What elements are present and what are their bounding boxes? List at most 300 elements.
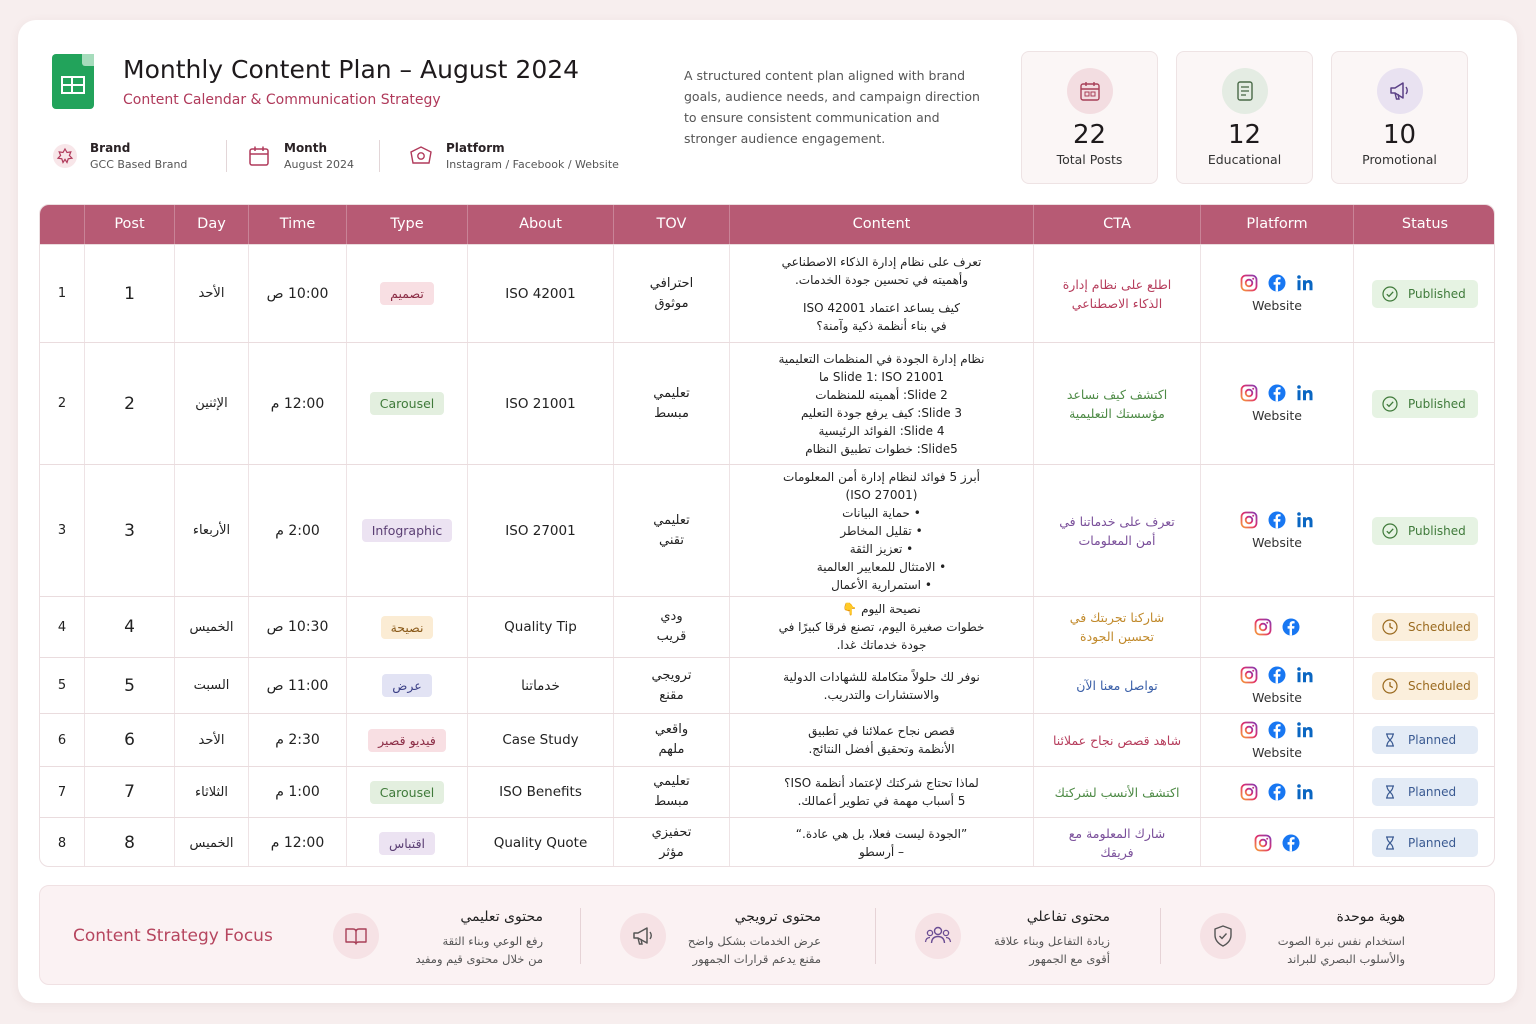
stat-label: Promotional [1362, 152, 1437, 167]
content-text [771, 468, 992, 594]
table-row [40, 596, 1495, 657]
day-label: الخميس [189, 835, 234, 851]
cta-cell [1033, 465, 1200, 596]
about-label: ISO 27001 [505, 522, 576, 539]
focus-item-desc: عرض الخدمات بشكل واضح مقنع يدعم قرارات الجمهور [687, 934, 821, 966]
row-index-cell [40, 658, 84, 713]
instagram-icon[interactable] [1254, 618, 1272, 636]
table-row [40, 817, 1495, 867]
platform-cell [1200, 245, 1353, 342]
day-cell [174, 597, 248, 657]
facebook-icon[interactable] [1268, 783, 1286, 801]
table-row [40, 657, 1495, 713]
content-line: في بناء أنظمة ذكية وآمنة؟ [816, 318, 947, 333]
post-cell [84, 597, 174, 657]
platform-icons [1240, 384, 1314, 402]
linkedin-icon[interactable] [1296, 721, 1314, 739]
content-cell [729, 818, 1033, 867]
row-index-cell [40, 767, 84, 817]
facebook-icon[interactable] [1282, 618, 1300, 636]
status-badge [1372, 517, 1478, 545]
focus-item-title: هوية موحدة [1336, 909, 1405, 925]
stat-icon-bg [1222, 68, 1268, 114]
status-badge [1372, 390, 1478, 418]
type-tag: اقتباس [379, 832, 435, 855]
status-badge [1372, 778, 1478, 806]
platform-icons [1240, 666, 1314, 684]
type-cell [346, 767, 467, 817]
instagram-icon[interactable] [1240, 384, 1258, 402]
time-cell [248, 465, 346, 596]
content-line: Slide 3: كيف يرفع جودة التعليم [800, 405, 963, 420]
status-label: Scheduled [1408, 678, 1471, 693]
day-cell [174, 818, 248, 867]
type-cell [346, 658, 467, 713]
day-label: الأحد [198, 286, 225, 301]
content-cell [729, 714, 1033, 766]
focus-item-title: محتوى ترويجي [734, 909, 821, 925]
platform-icon [408, 143, 434, 169]
stat-educational [1176, 51, 1313, 184]
platform-icons [1240, 274, 1314, 292]
row-index: 3 [57, 523, 67, 538]
time-cell [248, 818, 346, 867]
content-text [770, 253, 994, 335]
hourglass-icon [1382, 732, 1408, 748]
tov-label: احترافي موثوق [649, 275, 694, 311]
post-number: 3 [124, 520, 135, 541]
focus-item-desc: زيادة التفاعل وبناء علاقة أقوى مع الجمهور [994, 934, 1110, 966]
sheets-logo-icon [52, 54, 94, 109]
content-text [772, 774, 991, 810]
table-row [40, 766, 1495, 817]
column-header: Content [729, 205, 1033, 244]
row-index: 1 [57, 286, 67, 301]
row-index: 2 [57, 396, 67, 411]
day-label: الإثنين [195, 396, 228, 411]
status-label: Planned [1408, 733, 1457, 747]
meta-brand-value: GCC Based Brand [90, 158, 188, 171]
day-cell [174, 658, 248, 713]
platform-cell [1200, 597, 1353, 657]
row-index-cell [40, 818, 84, 867]
website-label: Website [1252, 535, 1302, 550]
megaphone-icon [1387, 78, 1413, 104]
content-line: Slide 1: ISO 21001 ما [818, 369, 945, 384]
cta-link[interactable]: تواصل معنا الآن [1076, 678, 1158, 693]
content-text [771, 668, 992, 704]
instagram-icon[interactable] [1254, 834, 1272, 852]
content-text [766, 350, 996, 458]
status-cell [1353, 343, 1495, 464]
post-number: 2 [124, 393, 135, 414]
cta-cell [1033, 597, 1200, 657]
column-header: Platform [1200, 205, 1353, 244]
platform-cell [1200, 465, 1353, 596]
focus-item-desc: استخدام نفس نبرة الصوت والأسلوب البصري للبراند [1277, 934, 1405, 966]
content-line: (ISO 27001) [845, 487, 918, 502]
status-badge [1372, 829, 1478, 857]
status-cell [1353, 245, 1495, 342]
platform-icons [1254, 834, 1300, 852]
day-cell [174, 767, 248, 817]
stat-icon-bg [1377, 68, 1423, 114]
facebook-icon[interactable] [1268, 511, 1286, 529]
about-cell [467, 245, 613, 342]
meta-brand [52, 136, 187, 176]
stat-label: Total Posts [1056, 152, 1123, 167]
linkedin-icon[interactable] [1296, 783, 1314, 801]
status-cell [1353, 658, 1495, 713]
stat-icon-bg [1067, 68, 1113, 114]
row-index-cell [40, 597, 84, 657]
facebook-icon[interactable] [1282, 834, 1300, 852]
tov-label: تعليمي تقني [653, 512, 690, 548]
focus-title: Content Strategy Focus [73, 926, 273, 946]
column-header: CTA [1033, 205, 1200, 244]
content-line: نوفر لك حلولاً متكاملة للشهادات الدولية [783, 669, 980, 684]
tov-cell [613, 658, 729, 713]
platform-cell [1200, 343, 1353, 464]
type-tag: تصميم [380, 282, 434, 305]
content-line: 5 أسباب مهمة في تطوير أعمالك. [797, 794, 966, 808]
facebook-icon[interactable] [1268, 384, 1286, 402]
calendar-icon [246, 143, 272, 169]
linkedin-icon[interactable] [1296, 511, 1314, 529]
tov-label: تعليمي مبسط [653, 385, 690, 421]
stat-label: Educational [1207, 152, 1282, 167]
meta-platform-label: Platform [446, 141, 505, 155]
day-cell [174, 245, 248, 342]
type-cell [346, 465, 467, 596]
post-cell [84, 714, 174, 766]
table-row [40, 464, 1495, 596]
column-header: TOV [613, 205, 729, 244]
about-label: ISO Benefits [499, 784, 582, 800]
time-cell [248, 767, 346, 817]
meta-divider [226, 140, 227, 172]
cta-cell [1033, 714, 1200, 766]
content-line: والاستشارات والتدريب. [823, 687, 940, 702]
status-badge [1372, 672, 1478, 700]
stat-promotional [1331, 51, 1468, 184]
content-cell [729, 767, 1033, 817]
linkedin-icon[interactable] [1296, 274, 1314, 292]
focus-divider [1160, 908, 1161, 964]
type-tag: Carousel [370, 392, 445, 415]
status-badge [1372, 280, 1478, 308]
content-line [782, 289, 982, 299]
about-cell [467, 767, 613, 817]
time-label: 2:30 م [275, 732, 320, 748]
row-index-cell [40, 714, 84, 766]
post-cell [84, 343, 174, 464]
content-strategy-focus [39, 885, 1495, 985]
time-cell [248, 714, 346, 766]
content-line: جودة خدماتك غدا. [836, 638, 927, 652]
type-cell [346, 818, 467, 867]
time-label: 11:00 ص [266, 677, 329, 694]
post-number: 4 [124, 617, 135, 637]
content-bullet: • تعزيز الثقة [783, 540, 980, 558]
content-line: نظام إدارة الجودة في المنظمات التعليمية [778, 351, 985, 366]
row-index: 7 [57, 784, 67, 800]
status-label: Published [1408, 286, 1466, 301]
brand-icon [52, 143, 78, 169]
meta-platform [408, 136, 619, 176]
row-index: 4 [57, 619, 67, 635]
tov-cell [613, 465, 729, 596]
focus-item [40, 886, 1496, 986]
time-cell [248, 597, 346, 657]
day-cell [174, 343, 248, 464]
content-line: نصيحة اليوم 👇 [842, 602, 921, 616]
about-cell [467, 714, 613, 766]
type-tag: نصيحة [381, 616, 434, 639]
meta-divider [379, 140, 380, 172]
tov-label: واقعي ملهم [654, 722, 689, 757]
hourglass-icon [1382, 835, 1408, 851]
table-row [40, 713, 1495, 766]
day-label: الثلاثاء [195, 784, 228, 800]
stat-value: 22 [1072, 120, 1107, 150]
cta-cell [1033, 818, 1200, 867]
status-badge [1372, 726, 1478, 754]
content-line: Slide 2: أهميته للمنظمات [815, 387, 948, 402]
content-bullet: • الامتثال للمعايير العالمية [783, 558, 980, 576]
facebook-icon[interactable] [1268, 274, 1286, 292]
status-cell [1353, 597, 1495, 657]
instagram-icon[interactable] [1240, 721, 1258, 739]
post-number: 5 [124, 675, 135, 696]
content-line: Slide 4: الفوائد الرئيسية [818, 423, 945, 438]
meta-brand-label: Brand [90, 141, 131, 155]
cta-link[interactable]: تعرف على خدماتنا في أمن المعلومات [1059, 513, 1175, 548]
content-text [784, 825, 979, 861]
post-number: 7 [124, 782, 135, 802]
plan-description: A structured content plan aligned with brand goals, audience needs, and campaign direction to ensure consistent communication and stronger audience engagement. [684, 68, 980, 146]
post-cell [84, 465, 174, 596]
day-cell [174, 714, 248, 766]
about-label: Quality Tip [504, 619, 577, 635]
content-text [796, 722, 967, 758]
table-row [40, 244, 1495, 342]
content-line: لماذا تحتاج شركتك لإعتماد أنظمة ISO؟ [784, 776, 979, 790]
content-line: Slide5: خطوات تطبيق النظام [805, 441, 958, 456]
time-label: 1:00 م [275, 784, 320, 800]
check-circle-icon [1382, 523, 1408, 539]
post-cell [84, 818, 174, 867]
linkedin-icon[interactable] [1296, 666, 1314, 684]
page-subtitle: Content Calendar & Communication Strategy [123, 92, 441, 108]
status-cell [1353, 818, 1495, 867]
content-bullet: • حماية البيانات [783, 504, 980, 522]
content-cell [729, 465, 1033, 596]
facebook-icon[interactable] [1268, 721, 1286, 739]
type-cell [346, 343, 467, 464]
column-header [40, 205, 84, 244]
status-label: Published [1408, 396, 1466, 411]
status-badge [1372, 613, 1478, 641]
about-label: ISO 21001 [505, 395, 576, 412]
time-label: 2:00 م [275, 522, 320, 539]
time-label: 10:30 ص [266, 619, 329, 635]
content-line: تعرف على نظام إدارة الذكاء الاصطناعي [781, 254, 982, 269]
stat-value: 12 [1227, 120, 1262, 150]
platform-cell [1200, 767, 1353, 817]
row-index-cell [40, 245, 84, 342]
meta-month-value: August 2024 [284, 158, 354, 171]
column-header: Post [84, 205, 174, 244]
about-label: Case Study [502, 732, 579, 748]
content-table [39, 204, 1495, 867]
cta-link[interactable]: اكتشف كيف نساعد مؤسستك التعليمية [1066, 386, 1168, 421]
tov-label: ترويجي مقنع [651, 667, 692, 703]
time-cell [248, 658, 346, 713]
content-line: خطوات صغيرة اليوم، تصنع فرقا كبيرًا في [778, 620, 985, 634]
about-cell [467, 818, 613, 867]
meta-month [246, 136, 354, 176]
status-label: Planned [1408, 836, 1457, 850]
content-bullet: • استمرارية الأعمال [783, 576, 980, 594]
tov-cell [613, 767, 729, 817]
cta-link[interactable]: شاهد قصص نجاح عملائنا [1052, 732, 1182, 748]
content-line: أبرز 5 فوائد لنظام إدارة أمن المعلومات [783, 469, 980, 484]
about-label: ISO 42001 [505, 285, 576, 302]
platform-icons [1240, 511, 1314, 529]
document-icon [1233, 79, 1257, 103]
day-label: السبت [193, 678, 230, 693]
content-text [767, 600, 997, 654]
platform-icons [1254, 618, 1300, 636]
content-line: – أرسطو [858, 845, 905, 859]
clock-icon [1382, 619, 1408, 635]
meta-month-label: Month [284, 141, 328, 155]
tov-label: تعليمي مبسط [653, 774, 690, 809]
platform-icons [1240, 783, 1314, 801]
time-cell [248, 343, 346, 464]
instagram-icon[interactable] [1240, 783, 1258, 801]
content-bullet: • تقليل المخاطر [783, 522, 980, 540]
instagram-icon[interactable] [1240, 274, 1258, 292]
tov-cell [613, 714, 729, 766]
type-cell [346, 597, 467, 657]
cta-link[interactable]: شاركنا تجربتك في تحسين الجودة [1069, 610, 1165, 644]
hourglass-icon [1382, 784, 1408, 800]
content-line: ”الجودة ليست فعلا، بل هي عادة.“ [795, 827, 968, 841]
check-circle-icon [1382, 396, 1408, 412]
website-label: Website [1252, 744, 1302, 760]
content-cell [729, 343, 1033, 464]
status-label: Planned [1408, 785, 1457, 799]
instagram-icon[interactable] [1240, 511, 1258, 529]
type-cell [346, 245, 467, 342]
post-number: 6 [124, 730, 135, 750]
stat-value: 10 [1382, 120, 1417, 150]
row-index: 6 [57, 732, 67, 748]
column-header: About [467, 205, 613, 244]
content-line: قصص نجاح عملائنا في تطبيق [808, 724, 955, 738]
cta-link[interactable]: اطلع على نظام إدارة الذكاء الاصطناعي [1062, 276, 1172, 311]
cta-cell [1033, 343, 1200, 464]
content-line: الأنظمة وتحقيق أفضل النتائج. [808, 742, 955, 756]
content-cell [729, 245, 1033, 342]
cta-cell [1033, 245, 1200, 342]
tov-cell [613, 818, 729, 867]
type-tag: فيديو قصير [368, 729, 446, 752]
about-cell [467, 343, 613, 464]
cta-cell [1033, 767, 1200, 817]
tov-label: ودي قريب [656, 609, 687, 644]
platform-cell [1200, 818, 1353, 867]
type-cell [346, 714, 467, 766]
row-index: 8 [57, 835, 67, 851]
post-number: 8 [124, 833, 135, 853]
about-cell [467, 658, 613, 713]
platform-cell [1200, 658, 1353, 713]
focus-divider [580, 908, 581, 964]
facebook-icon[interactable] [1268, 666, 1286, 684]
day-label: الأربعاء [192, 523, 231, 538]
column-header: Time [248, 205, 346, 244]
status-label: Published [1408, 523, 1466, 538]
row-index: 5 [57, 678, 67, 693]
meta-platform-value: Instagram / Facebook / Website [446, 158, 619, 171]
status-cell [1353, 714, 1495, 766]
platform-cell [1200, 714, 1353, 766]
type-tag: عرض [382, 674, 431, 697]
type-tag: Carousel [370, 781, 445, 804]
post-cell [84, 658, 174, 713]
row-index-cell [40, 465, 84, 596]
website-label: Website [1252, 298, 1302, 313]
day-cell [174, 465, 248, 596]
time-cell [248, 245, 346, 342]
about-label: خدماتنا [521, 677, 560, 694]
page-title: Monthly Content Plan – August 2024 [123, 55, 580, 84]
content-line: وأهميته في تحسين جودة الخدمات. [794, 272, 969, 287]
about-label: Quality Quote [493, 835, 588, 851]
website-label: Website [1252, 690, 1302, 705]
time-label: 12:00 م [270, 835, 325, 851]
tov-cell [613, 245, 729, 342]
day-label: الخميس [189, 619, 234, 635]
status-label: Scheduled [1408, 620, 1471, 634]
website-label: Website [1252, 408, 1302, 423]
post-cell [84, 245, 174, 342]
column-header: Day [174, 205, 248, 244]
focus-divider [875, 908, 876, 964]
cta-link[interactable]: شارك المعلومة مع فريقك [1068, 826, 1166, 860]
tov-label: تحفيزي مؤثر [651, 825, 692, 860]
tov-cell [613, 597, 729, 657]
cta-link[interactable]: اكتشف الأنسب لشركتك [1054, 784, 1180, 800]
focus-item-title: محتوى تعليمي [460, 909, 543, 925]
clock-icon [1382, 678, 1408, 694]
post-cell [84, 767, 174, 817]
content-line: كيف يساعد اعتماد ISO 42001 [802, 300, 960, 315]
focus-item-title: محتوى تفاعلي [1026, 909, 1110, 925]
row-index-cell [40, 343, 84, 464]
linkedin-icon[interactable] [1296, 384, 1314, 402]
status-cell [1353, 465, 1495, 596]
day-label: الأحد [198, 732, 225, 748]
about-cell [467, 597, 613, 657]
instagram-icon[interactable] [1240, 666, 1258, 684]
time-label: 12:00 م [270, 395, 325, 412]
tov-cell [613, 343, 729, 464]
post-number: 1 [124, 283, 135, 304]
